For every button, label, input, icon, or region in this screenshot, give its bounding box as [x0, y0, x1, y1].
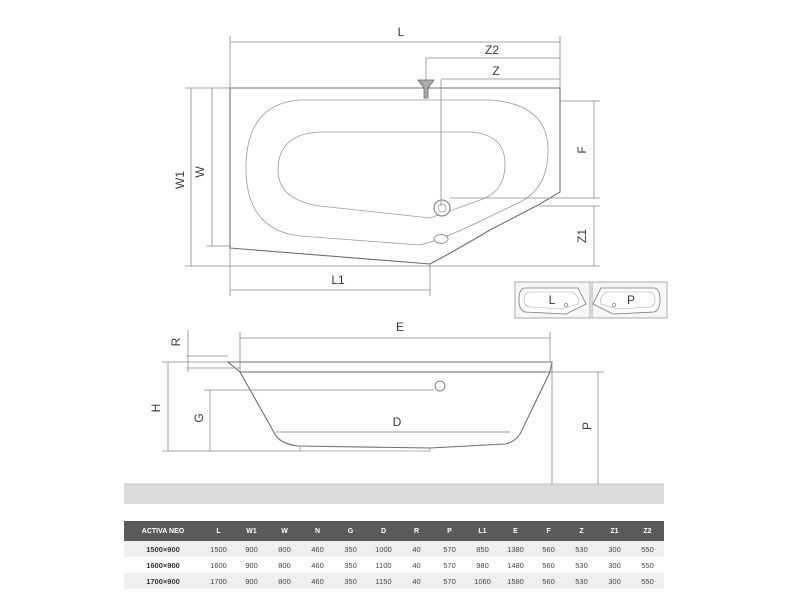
- dim-label-R: R: [169, 337, 183, 347]
- table-cell: 530: [565, 541, 598, 557]
- dim-label-D: D: [392, 415, 402, 429]
- table-header: Z: [565, 521, 598, 541]
- dim-label-H: H: [149, 403, 163, 413]
- table-cell: 900: [235, 541, 268, 557]
- table-cell: 40: [400, 541, 433, 557]
- table-cell: 1480: [499, 557, 532, 573]
- dim-label-P: P: [580, 421, 594, 431]
- dim-label-G: G: [192, 413, 206, 423]
- table-cell: 900: [235, 557, 268, 573]
- table-cell: 800: [268, 573, 301, 589]
- table-row: [124, 557, 664, 573]
- table-cell-model: 1600×900: [124, 557, 202, 573]
- table-cell: 550: [631, 573, 664, 589]
- table-cell: 1150: [367, 573, 400, 589]
- dim-label-Z: Z: [492, 64, 500, 78]
- table-cell: 1000: [367, 541, 400, 557]
- table-cell: 1380: [499, 541, 532, 557]
- table-header-model: ACTIVA NEO: [124, 521, 202, 541]
- mini-label-left: L: [548, 293, 556, 307]
- table-cell: 1600: [202, 557, 235, 573]
- tub-outer-rim: [230, 88, 560, 264]
- table-cell: 350: [334, 557, 367, 573]
- dim-label-L1: L1: [331, 273, 345, 287]
- table-cell-model: 1700×900: [124, 573, 202, 589]
- table-cell: 560: [532, 573, 565, 589]
- table-cell: 570: [433, 541, 466, 557]
- dimensions-table: [124, 521, 664, 589]
- table-cell: 560: [532, 541, 565, 557]
- table-cell: 1500: [202, 541, 235, 557]
- table-header-row: [124, 521, 664, 541]
- table-cell: 460: [301, 541, 334, 557]
- dim-label-W1: W1: [173, 171, 187, 189]
- dim-label-W: W: [193, 166, 207, 178]
- table-cell: 300: [598, 573, 631, 589]
- top-view: [173, 25, 600, 296]
- dim-label-E: E: [395, 320, 405, 334]
- side-view: [124, 320, 664, 504]
- table-cell: 800: [268, 541, 301, 557]
- dim-label-Z1: Z1: [575, 228, 589, 244]
- table-cell: 40: [400, 557, 433, 573]
- table-cell: 350: [334, 573, 367, 589]
- table-cell: 550: [631, 557, 664, 573]
- table-header: F: [532, 521, 565, 541]
- table-cell: 460: [301, 557, 334, 573]
- dim-label-F: F: [575, 146, 589, 154]
- table-cell: 850: [466, 541, 499, 557]
- table-cell: 530: [565, 557, 598, 573]
- table-header: G: [334, 521, 367, 541]
- table-row: [124, 573, 664, 589]
- tub-body: [240, 372, 550, 448]
- table-header: P: [433, 521, 466, 541]
- side-overflow-icon: [435, 381, 445, 391]
- table-cell: 40: [400, 573, 433, 589]
- table-cell: 1100: [367, 557, 400, 573]
- mini-view-left: [515, 282, 590, 318]
- dim-label-Z2: Z2: [484, 43, 500, 57]
- tub-rim: [228, 362, 552, 372]
- table-cell: 570: [433, 557, 466, 573]
- table-header: N: [301, 521, 334, 541]
- table-cell: 300: [598, 541, 631, 557]
- table-cell: 800: [268, 557, 301, 573]
- table-cell: 550: [631, 541, 664, 557]
- mini-label-right: P: [626, 293, 636, 307]
- table-header: Z2: [631, 521, 664, 541]
- floor: [124, 484, 664, 504]
- table-cell: 300: [598, 557, 631, 573]
- table-cell: 560: [532, 557, 565, 573]
- table-header: E: [499, 521, 532, 541]
- table-cell-model: 1500×900: [124, 541, 202, 557]
- table-header: W: [268, 521, 301, 541]
- mini-view-right: [592, 282, 667, 318]
- table-cell: 350: [334, 541, 367, 557]
- table-cell: 1700: [202, 573, 235, 589]
- table-cell: 570: [433, 573, 466, 589]
- table-header: L1: [466, 521, 499, 541]
- table-cell: 1060: [466, 573, 499, 589]
- table-header: W1: [235, 521, 268, 541]
- table-cell: 530: [565, 573, 598, 589]
- table-cell: 900: [235, 573, 268, 589]
- table-row: [124, 541, 664, 557]
- table-cell: 980: [466, 557, 499, 573]
- table-cell: 1580: [499, 573, 532, 589]
- table-cell: 460: [301, 573, 334, 589]
- table-header: R: [400, 521, 433, 541]
- overflow-icon: [434, 235, 448, 244]
- dim-label-L: L: [397, 25, 405, 39]
- table-header: Z1: [598, 521, 631, 541]
- table-header: L: [202, 521, 235, 541]
- table-header: D: [367, 521, 400, 541]
